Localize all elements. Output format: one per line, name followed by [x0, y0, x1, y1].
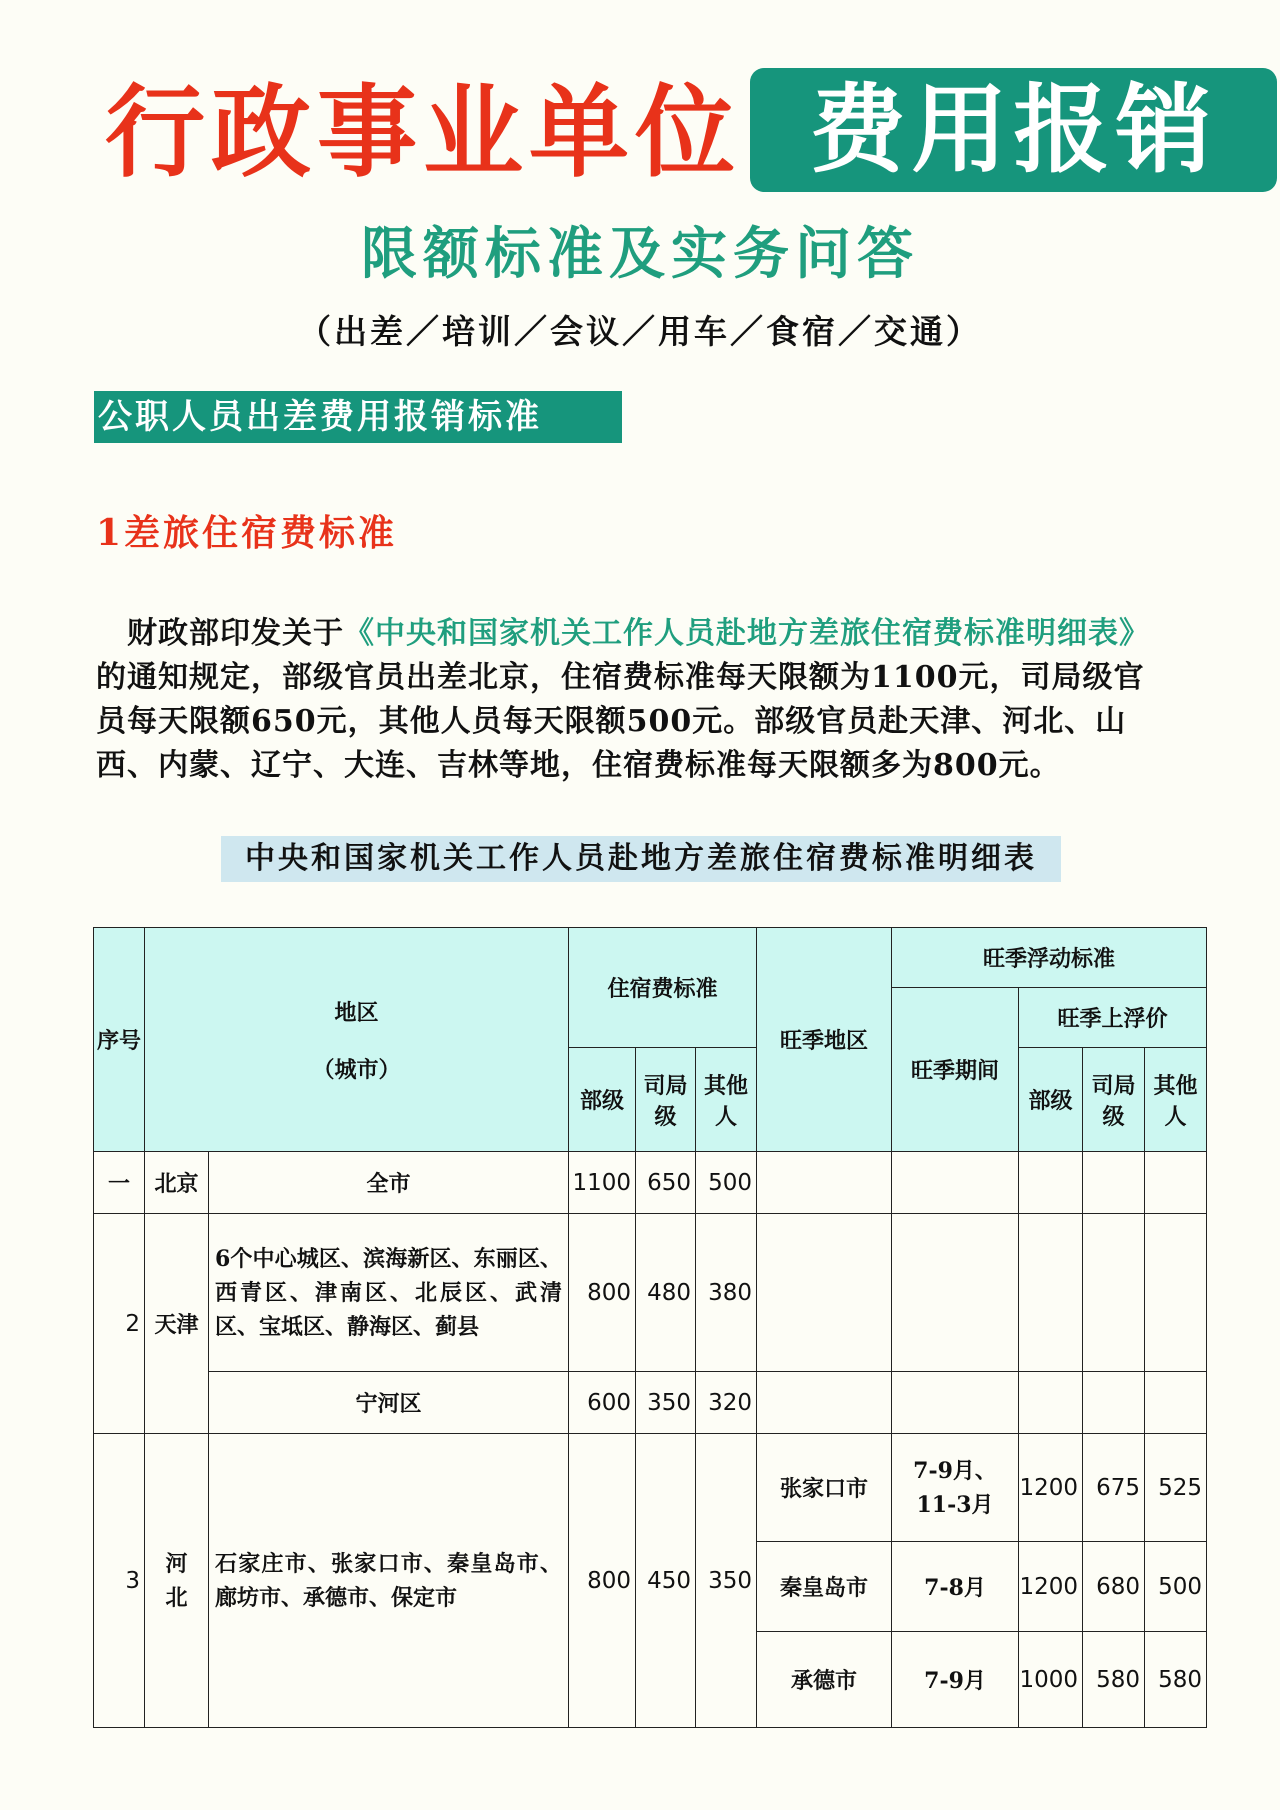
sub-heading: 1差旅住宿费标准	[96, 512, 398, 554]
header-others: 其他人	[696, 1048, 757, 1152]
cell-minister: 600	[569, 1372, 636, 1434]
cell-peak-bureau: 580	[1083, 1632, 1145, 1728]
cell-city: 石家庄市、张家口市、秦皇岛市、廊坊市、承德市、保定市	[209, 1434, 569, 1728]
para-lead: 财政部印发关于	[127, 616, 344, 651]
cell-bureau: 350	[636, 1372, 696, 1434]
title-red: 行政事业单位	[105, 74, 741, 191]
cell-province: 北京	[145, 1152, 209, 1214]
header-minister-peak: 部级	[1019, 1048, 1083, 1152]
cell-peak-region: 承德市	[757, 1632, 892, 1728]
table-row	[94, 1434, 1207, 1542]
cell-minister: 800	[569, 1214, 636, 1372]
cell-peak-others: 525	[1145, 1434, 1207, 1542]
cell-peak-period: 7-9月	[892, 1632, 1019, 1728]
para-body: 的通知规定，部级官员出差北京，住宿费标准每天限额为1100元，司局级官员每天限额650元，其他人员每天限额500元。部级官员赴天津、河北、山西、内蒙、辽宁、大连、吉林等地，住宿费标准每天限额多为800元。	[96, 660, 1145, 783]
intro-paragraph	[96, 612, 1156, 788]
cell-peak-bureau: 675	[1083, 1434, 1145, 1542]
header-bureau-peak: 司局级	[1083, 1048, 1145, 1152]
header-peak-region: 旺季地区	[757, 928, 892, 1152]
title-green: 费用报销	[809, 74, 1218, 186]
cell-province: 天津	[145, 1214, 209, 1434]
table-row	[94, 1152, 1207, 1214]
cell-peak-bureau: 680	[1083, 1542, 1145, 1632]
cell-others: 500	[696, 1152, 757, 1214]
cell-others: 320	[696, 1372, 757, 1434]
para-doc-title: 《中央和国家机关工作人员赴地方差旅住宿费标准明细表》	[344, 616, 1150, 651]
lodging-standard-table	[93, 927, 1207, 1728]
header-others-peak: 其他人	[1145, 1048, 1207, 1152]
header-bureau: 司局级	[636, 1048, 696, 1152]
table-row	[94, 1214, 1207, 1372]
header-lodging: 住宿费标准	[569, 928, 757, 1048]
topics-line: （出差／培训／会议／用车／食宿／交通）	[298, 312, 982, 351]
cell-city: 全市	[209, 1152, 569, 1214]
table-title	[221, 836, 1061, 882]
cell-bureau: 650	[636, 1152, 696, 1214]
cell-peak-others: 580	[1145, 1632, 1207, 1728]
cell-minister: 1100	[569, 1152, 636, 1214]
cell-city: 6个中心城区、滨海新区、东丽区、西青区、津南区、北辰区、武清区、宝坻区、静海区、蓟县	[209, 1214, 569, 1372]
section-bar	[94, 391, 622, 443]
cell-seq: 2	[94, 1214, 145, 1434]
table-row	[94, 1372, 1207, 1434]
title-highlight-box	[750, 68, 1277, 192]
cell-peak-minister: 1000	[1019, 1632, 1083, 1728]
cell-peak-region: 秦皇岛市	[757, 1542, 892, 1632]
cell-peak-others: 500	[1145, 1542, 1207, 1632]
section-title: 公职人员出差费用报销标准	[98, 397, 542, 437]
cell-province: 河北	[145, 1434, 209, 1728]
header-peak-float: 旺季浮动标准	[892, 928, 1207, 988]
subtitle: 限额标准及实务问答	[361, 222, 919, 287]
cell-minister: 800	[569, 1434, 636, 1728]
cell-peak-minister: 1200	[1019, 1434, 1083, 1542]
cell-peak-period: 7-9月、11-3月	[892, 1434, 1019, 1542]
cell-bureau: 450	[636, 1434, 696, 1728]
cell-seq: 3	[94, 1434, 145, 1728]
cell-peak-minister: 1200	[1019, 1542, 1083, 1632]
title-row	[95, 68, 1218, 198]
cell-peak-region: 张家口市	[757, 1434, 892, 1542]
header-minister: 部级	[569, 1048, 636, 1152]
cell-city: 宁河区	[209, 1372, 569, 1434]
cell-others: 350	[696, 1434, 757, 1728]
table-title-text: 中央和国家机关工作人员赴地方差旅住宿费标准明细表	[245, 841, 1037, 876]
header-peak-period: 旺季期间	[892, 988, 1019, 1152]
header-seq: 序号	[94, 928, 145, 1152]
cell-seq: 一	[94, 1152, 145, 1214]
cell-bureau: 480	[636, 1214, 696, 1372]
header-peak-up: 旺季上浮价	[1019, 988, 1207, 1048]
cell-others: 380	[696, 1214, 757, 1372]
header-region: 地区 （城市）	[145, 928, 569, 1152]
cell-peak-period: 7-8月	[892, 1542, 1019, 1632]
